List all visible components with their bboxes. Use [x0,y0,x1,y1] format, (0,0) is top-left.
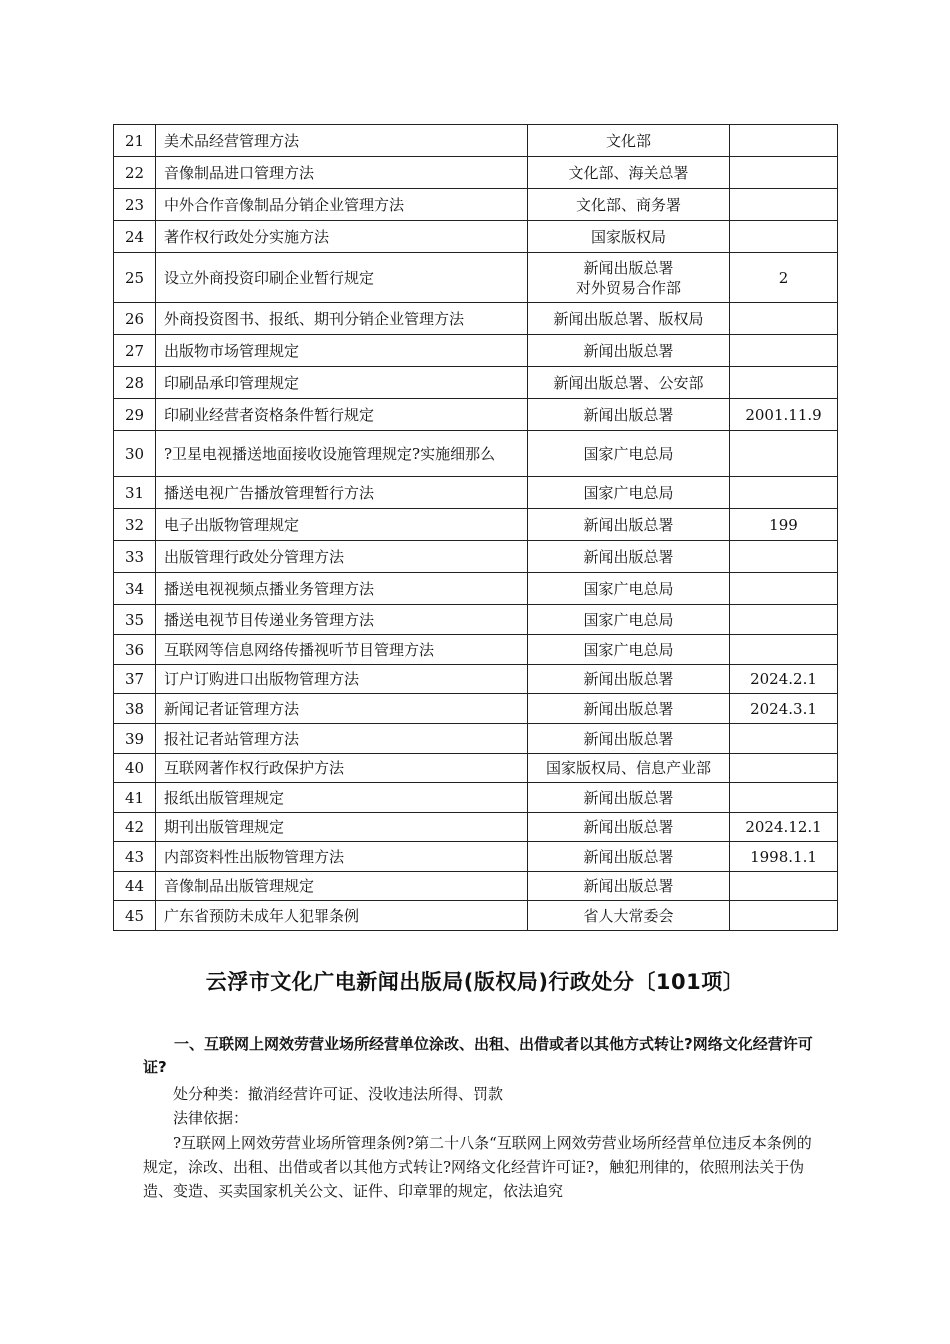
effective-date [730,157,838,189]
regulation-name: 广东省预防未成年人犯罪条例 [156,901,528,931]
regulation-name: 期刊出版管理规定 [156,813,528,842]
table-row [114,367,838,399]
regulation-name: 播送电视视频点播业务管理方法 [156,573,528,605]
regulation-name: 印刷品承印管理规定 [156,367,528,399]
table-row [114,335,838,367]
effective-date [730,872,838,901]
effective-date: 2024.2.1 [730,665,838,694]
department-line: 国家版权局、信息产业部 [545,759,711,777]
effective-date: 2001.11.9 [730,399,838,431]
row-number: 44 [114,872,156,901]
effective-date: 2024.12.1 [730,813,838,842]
legal-basis-text: ?互联网上网效劳营业场所管理条例?第二十八条“互联网上网效劳营业场所经营单位违反本条例的规定，涂改、出租、出借或者以其他方式转让?网络文化经营许可证?，触犯刑律的，依照刑法关于伪造、变造、买卖国家机关公文、证件、印章罪的规定，依法追究 [143,1134,812,1200]
regulation-name: 播送电视节目传递业务管理方法 [156,605,528,635]
department-line: 文化部 [605,131,651,150]
issuing-department [528,635,730,665]
department-line: 新闻出版总署 [583,515,674,534]
regulation-name: 内部资料性出版物管理方法 [156,842,528,872]
row-number: 33 [114,541,156,573]
regulation-name: 订户订购进口出版物管理方法 [156,665,528,694]
effective-date [730,901,838,931]
table-row [114,813,838,842]
issuing-department [528,157,730,189]
department-line: 新闻出版总署 [583,670,674,688]
regulation-name: 设立外商投资印刷企业暂行规定 [156,253,528,303]
issuing-department [528,694,730,724]
department-line: 国家广电总局 [583,579,674,598]
issuing-department [528,724,730,754]
regulation-name: 新闻记者证管理方法 [156,694,528,724]
regulation-name: 互联网著作权行政保护方法 [156,754,528,783]
issuing-department [528,189,730,221]
table-row [114,509,838,541]
punishment-type: 处分种类：撤消经营许可证、没收违法所得、罚款 [173,1085,504,1103]
table-row [114,665,838,694]
effective-date [730,125,838,157]
regulation-name: 外商投资图书、报纸、期刊分销企业管理方法 [156,303,528,335]
department-line: 新闻出版总署 [583,877,674,895]
department-line: 国家广电总局 [583,610,674,629]
regulation-name: 印刷业经营者资格条件暂行规定 [156,399,528,431]
issuing-department [528,541,730,573]
row-number: 35 [114,605,156,635]
regulations-table-body [114,125,838,931]
table-row [114,635,838,665]
effective-date: 2024.3.1 [730,694,838,724]
effective-date: 2 [730,253,838,303]
table-row [114,253,838,303]
row-number: 37 [114,665,156,694]
department-line: 新闻出版总署、公安部 [553,373,704,392]
regulation-name: 报社记者站管理方法 [156,724,528,754]
row-number: 39 [114,724,156,754]
row-number: 45 [114,901,156,931]
row-number: 25 [114,253,156,303]
row-number: 30 [114,431,156,477]
effective-date [730,303,838,335]
department-line: 文化部、海关总署 [568,163,689,182]
effective-date [730,541,838,573]
effective-date [730,605,838,635]
effective-date [730,635,838,665]
row-number: 26 [114,303,156,335]
item-heading: 一、互联网上网效劳营业场所经营单位涂改、出租、出借或者以其他方式转让?网络文化经营许可证? [143,1035,813,1076]
regulation-name: 中外合作音像制品分销企业管理方法 [156,189,528,221]
issuing-department [528,605,730,635]
department-line: 新闻出版总署 [583,847,674,866]
department-line: 新闻出版总署 [583,258,674,277]
effective-date [730,573,838,605]
table-row [114,399,838,431]
regulation-name: 著作权行政处分实施方法 [156,221,528,253]
row-number: 40 [114,754,156,783]
effective-date [730,477,838,509]
department-line: 国家广电总局 [583,444,674,463]
effective-date: 199 [730,509,838,541]
department-line: 新闻出版总署 [583,699,674,718]
effective-date [730,754,838,783]
issuing-department [528,872,730,901]
department-line: 国家广电总局 [583,640,674,659]
department-line: 新闻出版总署 [583,788,674,807]
issuing-department [528,367,730,399]
section-title: 云浮市文化广电新闻出版局(版权局)行政处分〔101项〕 [205,970,745,994]
issuing-department [528,813,730,842]
effective-date [730,724,838,754]
department-line: 省人大常委会 [583,906,674,925]
row-number: 34 [114,573,156,605]
regulation-name: 出版管理行政处分管理方法 [156,541,528,573]
issuing-department [528,783,730,813]
table-row [114,842,838,872]
table-row [114,431,838,477]
table-row [114,783,838,813]
table-row [114,694,838,724]
effective-date [730,189,838,221]
issuing-department [528,125,730,157]
regulation-name: 互联网等信息网络传播视听节目管理方法 [156,635,528,665]
legal-basis-label: 法律依据： [173,1109,249,1127]
row-number: 21 [114,125,156,157]
issuing-department [528,431,730,477]
issuing-department [528,665,730,694]
regulation-name: 音像制品出版管理规定 [156,872,528,901]
issuing-department [528,754,730,783]
table-row [114,157,838,189]
issuing-department [528,303,730,335]
regulation-name: 美术品经营管理方法 [156,125,528,157]
department-line: 新闻出版总署、版权局 [553,309,704,328]
effective-date [730,367,838,399]
row-number: 32 [114,509,156,541]
department-line: 新闻出版总署 [583,405,674,424]
issuing-department [528,842,730,872]
department-line: 新闻出版总署 [583,341,674,360]
issuing-department [528,477,730,509]
table-row [114,754,838,783]
regulation-name: 出版物市场管理规定 [156,335,528,367]
department-line: 对外贸易合作部 [575,278,681,297]
effective-date [730,431,838,477]
department-line: 新闻出版总署 [583,547,674,566]
department-line: 国家广电总局 [583,483,674,502]
row-number: 28 [114,367,156,399]
table-row [114,901,838,931]
department-line: 新闻出版总署 [583,729,674,748]
issuing-department [528,573,730,605]
regulation-name: ?卫星电视播送地面接收设施管理规定?实施细那么 [156,431,528,477]
regulations-table [113,124,838,931]
department-line: 文化部、商务署 [575,195,681,214]
row-number: 29 [114,399,156,431]
table-row [114,872,838,901]
row-number: 22 [114,157,156,189]
row-number: 23 [114,189,156,221]
regulation-name: 电子出版物管理规定 [156,509,528,541]
table-row [114,125,838,157]
row-number: 41 [114,783,156,813]
issuing-department [528,509,730,541]
issuing-department [528,901,730,931]
effective-date: 1998.1.1 [730,842,838,872]
row-number: 27 [114,335,156,367]
issuing-department [528,221,730,253]
regulation-name: 报纸出版管理规定 [156,783,528,813]
row-number: 24 [114,221,156,253]
row-number: 31 [114,477,156,509]
effective-date [730,335,838,367]
effective-date [730,221,838,253]
department-line: 国家版权局 [590,227,666,246]
table-row [114,303,838,335]
row-number: 36 [114,635,156,665]
table-row [114,221,838,253]
issuing-department [528,253,730,303]
regulation-name: 音像制品进口管理方法 [156,157,528,189]
issuing-department [528,399,730,431]
regulation-name: 播送电视广告播放管理暂行方法 [156,477,528,509]
table-row [114,724,838,754]
row-number: 42 [114,813,156,842]
table-row [114,573,838,605]
row-number: 43 [114,842,156,872]
row-number: 38 [114,694,156,724]
table-row [114,541,838,573]
department-line: 新闻出版总署 [583,818,674,836]
effective-date [730,783,838,813]
table-row [114,605,838,635]
table-row [114,189,838,221]
table-row [114,477,838,509]
issuing-department [528,335,730,367]
